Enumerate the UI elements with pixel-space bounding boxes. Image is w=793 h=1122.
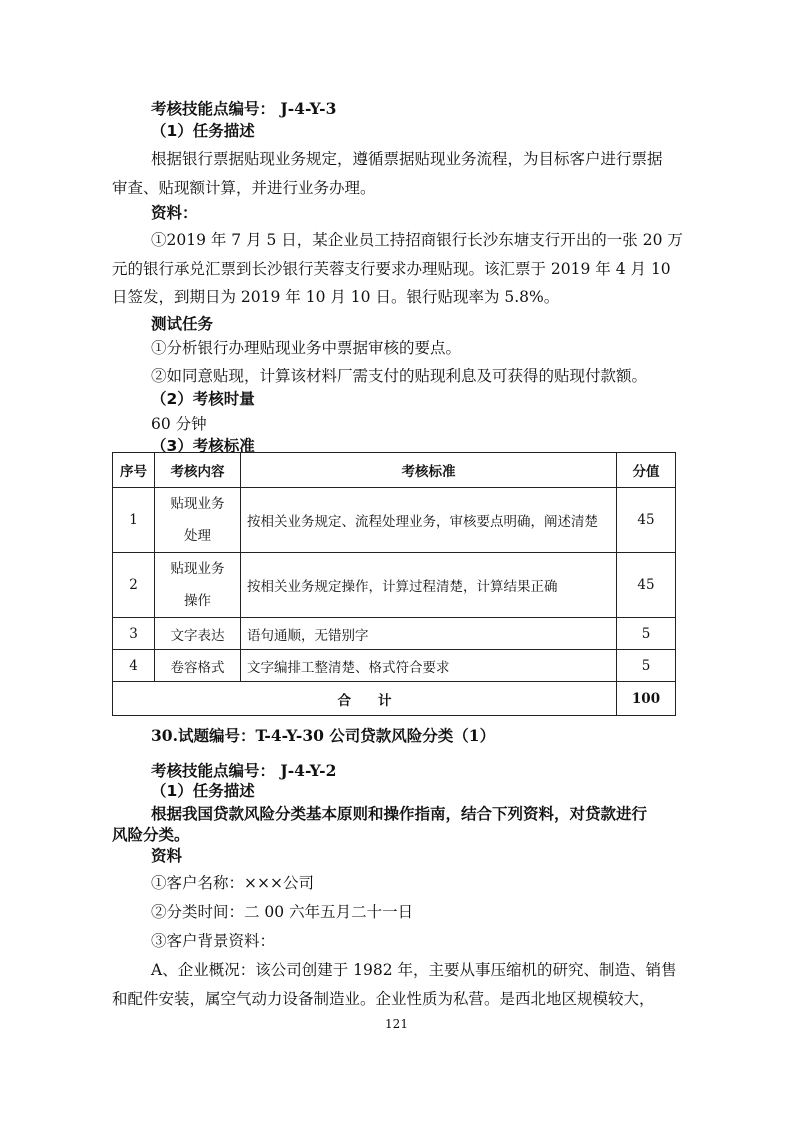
task2-line-1: 根据我国贷款风险分类基本原则和操作指南，结合下列资料，对贷款进行 [151,805,648,823]
skill-code-heading: 考核技能点编号： J-4-Y-3 [151,99,337,118]
row-content-line-1: 贴现业务 [170,561,225,577]
test-task-title: 测试任务 [151,315,214,333]
table-row [113,618,676,650]
row-content-line-2: 处理 [184,528,211,544]
header-no: 序号 [113,453,155,488]
material-title: 资料： [151,204,198,222]
time-value: 60 分钟 [151,415,207,433]
header-standard: 考核标准 [241,453,617,488]
table-total-row [113,682,676,716]
material-title-2: 资料 [151,847,183,865]
material2-line-4: A、企业概况：该公司创建于 1982 年，主要从事压缩机的研究、制造、销售 [151,961,677,979]
time-title: （2）考核时量 [151,390,255,408]
row-content: 文字表达 [155,618,241,650]
table-row [113,553,676,618]
total-label: 合 计 [113,682,617,716]
material2-line-1: ①客户名称：×××公司 [151,874,314,892]
table-row [113,650,676,682]
row-content-line-1: 贴现业务 [170,496,225,512]
test-line-1: ①分析银行办理贴现业务中票据审核的要点。 [151,339,462,357]
task-line-1: 根据银行票据贴现业务规定，遵循票据贴现业务流程，为目标客户进行票据 [151,150,663,168]
table-header-row [113,453,676,488]
row-no: 2 [113,553,155,618]
row-score: 45 [617,488,676,553]
total-value: 100 [617,682,676,716]
material-line-2: 元的银行承兑汇票到长沙银行芙蓉支行要求办理贴现。该汇票于 2019 年 4 月 10 [112,260,671,278]
task-line-2: 审查、贴现额计算，并进行业务办理。 [112,179,376,197]
standard-title: （3）考核标准 [151,437,255,455]
row-score: 5 [617,650,676,682]
row-standard: 按相关业务规定、流程处理业务，审核要点明确，阐述清楚 [241,488,617,553]
test-line-2: ②如同意贴现，计算该材料厂需支付的贴现利息及可获得的贴现付款额。 [151,367,648,385]
row-no: 3 [113,618,155,650]
page-number: 121 [385,1017,408,1031]
row-standard: 按相关业务规定操作，计算过程清楚，计算结果正确 [241,553,617,618]
material2-line-3: ③客户背景资料： [151,932,276,950]
row-standard: 语句通顺，无错别字 [241,618,617,650]
row-no: 1 [113,488,155,553]
question-title: 30.试题编号：T-4-Y-30 公司贷款风险分类（1） [151,726,496,745]
row-no: 4 [113,650,155,682]
material2-line-5: 和配件安装，属空气动力设备制造业。企业性质为私营。是西北地区规模较大， [112,990,655,1008]
assessment-table [112,452,676,716]
row-content-line-2: 操作 [184,593,211,609]
row-standard: 文字编排工整清楚、格式符合要求 [241,650,617,682]
task-description-title: （1）任务描述 [151,122,255,140]
material-line-3: 日签发，到期日为 2019 年 10 月 10 日。银行贴现率为 5.8%。 [112,288,560,306]
header-score: 分值 [617,453,676,488]
table-row [113,488,676,553]
row-content: 卷容格式 [155,650,241,682]
skill-code-heading-2: 考核技能点编号： J-4-Y-2 [151,761,337,780]
row-score: 45 [617,553,676,618]
row-content [155,553,241,618]
row-content [155,488,241,553]
material2-line-2: ②分类时间：二 00 六年五月二十一日 [151,903,414,921]
row-score: 5 [617,618,676,650]
material-line-1: ①2019 年 7 月 5 日，某企业员工持招商银行长沙东塘支行开出的一张 20 万 [151,231,683,249]
header-content: 考核内容 [155,453,241,488]
task2-line-2: 风险分类。 [112,826,190,844]
task-description-title-2: （1）任务描述 [151,782,255,800]
